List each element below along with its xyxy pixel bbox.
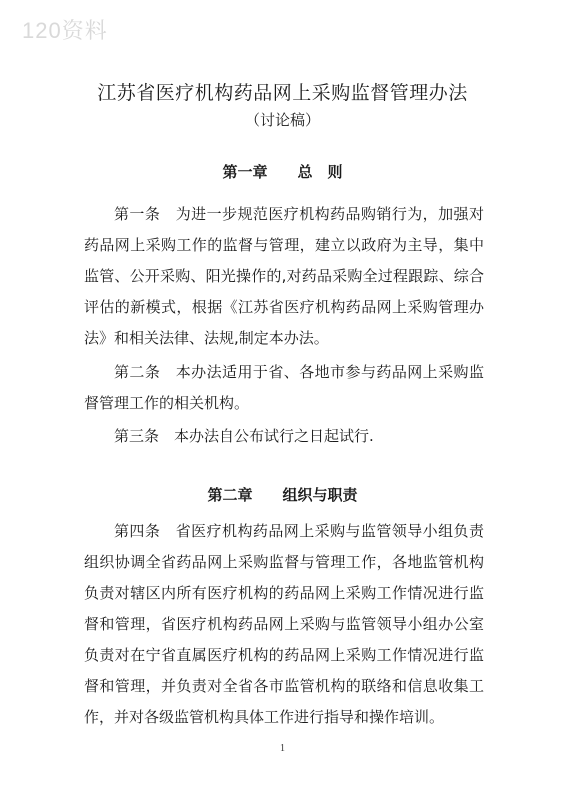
article-3: 第三条 本办法自公布试行之日起试行. (114, 427, 374, 445)
watermark: 120资料 (22, 18, 108, 43)
chapter-heading-2 (0, 484, 565, 505)
article-2: 第二条 本办法适用于省、各地市参与药品网上采购监督管理工作的相关机构。 (84, 363, 484, 412)
chapter-number: 第一章 (222, 163, 268, 181)
chapter-name: 总 则 (297, 163, 343, 181)
article-4: 第四条 省医疗机构药品网上采购与监管领导小组负责组织协调全省药品网上采购监督与管理工作，各地监管机构负责对辖区内所有医疗机构的药品网上采购工作情况进行监督和管理，省医疗机构药品网上采购与监管领导小组办公室负责对在宁省直属医疗机构的药品网上采购工作情况进行监督和管理，并负责对全省各市监管机构的联络和信息收集工作，并对各级监管机构具体工作进行指导和操作培训。 (84, 522, 484, 726)
document-subtitle: （讨论稿） (244, 111, 320, 129)
chapter-number: 第二章 (207, 486, 253, 504)
chapter-name: 组织与职责 (282, 486, 358, 504)
article-1: 第一条 为进一步规范医疗机构药品购销行为，加强对药品网上采购工作的监督与管理，建立以政府为主导，集中监管、公开采购、阳光操作的,对药品采购全过程跟踪、综合评估的新模式，根据《江苏省医疗机构药品网上采购管理办法》和相关法律、法规,制定本办法。 (84, 205, 484, 347)
document-title: 江苏省医疗机构药品网上采购监督管理办法 (97, 82, 468, 104)
chapter-heading-1 (0, 161, 565, 182)
page-number: 1 (280, 743, 285, 754)
